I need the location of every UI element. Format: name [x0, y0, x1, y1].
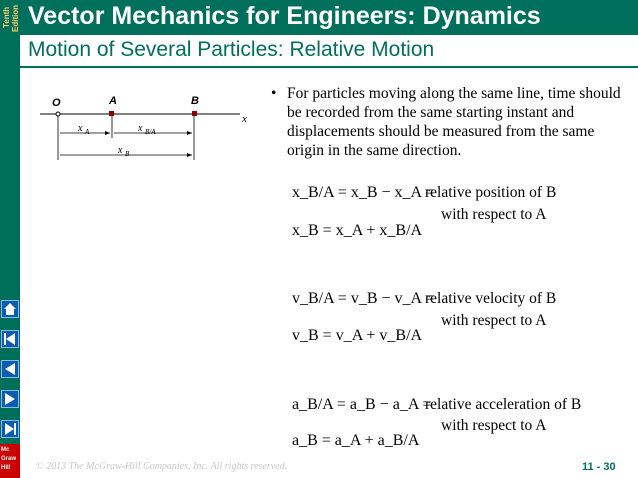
next-slide-icon	[2, 391, 18, 407]
origin-point	[56, 112, 60, 116]
xba-sub: B/A	[145, 128, 156, 136]
copyright-notice: © 2013 The McGraw-Hill Companies, Inc. All rights reserved.	[36, 461, 288, 472]
equation-absolute-position: x_B = x_A + x_B/A	[292, 222, 423, 239]
equation-absolute-acceleration: a_B = a_A + a_B/A	[292, 432, 420, 449]
page-number: 11 - 30	[582, 461, 616, 473]
previous-slide-icon	[2, 361, 18, 377]
xa-sub: A	[85, 128, 90, 136]
bullet-text: For particles moving along the same line, time should be recorded from the same starting instant and displacements should be measured from the same origin in the same direction.	[287, 85, 621, 159]
xb-label: x	[118, 145, 123, 156]
xba-label: x	[138, 123, 143, 134]
subheader-bar	[20, 35, 638, 67]
x-axis-label: x	[242, 113, 247, 125]
first-slide-button[interactable]	[1, 330, 19, 348]
logo-line-1: Mc	[1, 447, 10, 453]
header-bar	[20, 0, 638, 35]
home-icon	[2, 301, 18, 317]
mcgraw-hill-logo	[0, 444, 20, 478]
relative-velocity-desc: relative velocity of B	[425, 290, 557, 307]
first-slide-icon	[2, 331, 18, 347]
edition-text: Edition	[11, 4, 20, 32]
logo-line-3: Hill	[1, 465, 11, 471]
equation-relative-acceleration: a_B/A = a_B − a_A =	[292, 396, 432, 413]
slide-subtitle: Motion of Several Particles: Relative Motion	[28, 38, 435, 61]
xa-label: x	[78, 123, 83, 134]
particle-a	[109, 111, 114, 116]
tenth-text: Tenth	[2, 6, 11, 28]
equation-absolute-velocity: v_B = v_A + v_B/A	[292, 327, 423, 344]
next-slide-button[interactable]	[1, 390, 19, 408]
relative-position-desc-2: with respect to A	[441, 206, 547, 223]
logo-line-2: Graw	[1, 456, 17, 462]
particle-b-label: B	[191, 95, 199, 107]
last-slide-button[interactable]	[1, 420, 19, 438]
xb-sub: B	[125, 150, 130, 158]
relative-acceleration-desc: relative acceleration of B	[425, 396, 582, 413]
particle-b	[192, 111, 197, 116]
home-button[interactable]	[1, 300, 19, 318]
equation-relative-position: x_B/A = x_B − x_A =	[292, 184, 435, 201]
relative-velocity-desc-2: with respect to A	[441, 312, 547, 329]
particle-a-label: A	[109, 95, 117, 107]
relative-position-desc: relative position of B	[425, 184, 557, 201]
previous-slide-button[interactable]	[1, 360, 19, 378]
relative-position-diagram	[30, 92, 270, 167]
equation-relative-velocity: v_B/A = v_B − v_A =	[292, 290, 435, 307]
header-divider	[20, 66, 638, 68]
origin-label: O	[52, 97, 61, 109]
relative-acceleration-desc-2: with respect to A	[441, 417, 547, 434]
edition-label	[0, 0, 20, 70]
page-title: Vector Mechanics for Engineers: Dynamics	[28, 2, 541, 30]
bullet-point: • For particles moving along the same line, time should be recorded from the same starting instant and displacements should be measured from the same origin in the same direction.	[277, 84, 627, 160]
last-slide-icon	[2, 421, 18, 437]
